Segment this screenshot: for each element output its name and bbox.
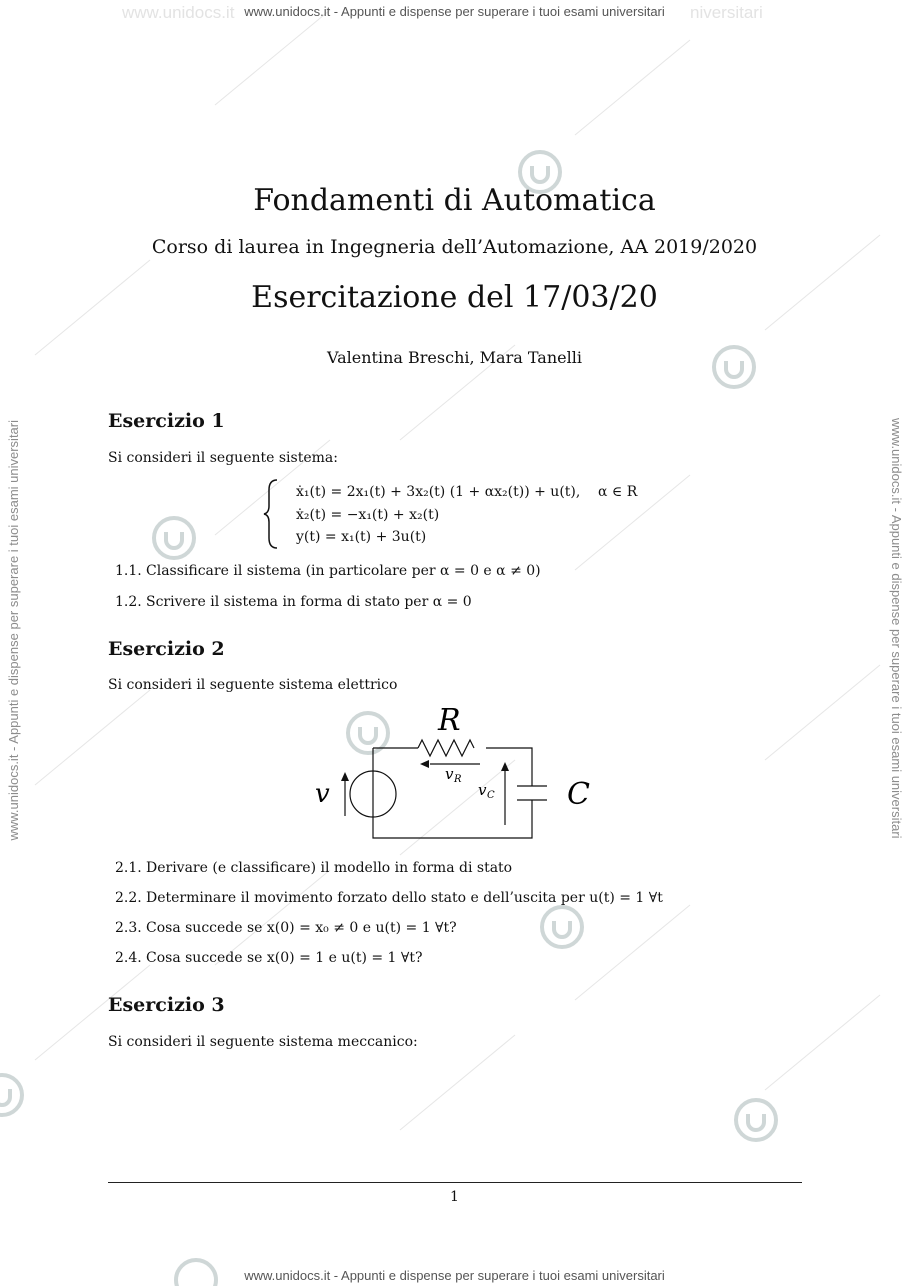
equation-x1-dot: ẋ₁(t) = 2x₁(t) + 3x₂(t) (1 + αx₂(t)) + u(t),: [296, 484, 581, 500]
capacitor-voltage-subscript: C: [487, 790, 495, 801]
item-number: 2.3.: [115, 920, 142, 936]
source-voltage-label: v: [315, 779, 330, 809]
list-item: [115, 563, 541, 579]
equation-x2-dot: ẋ₂(t) = −x₁(t) + x₂(t): [296, 507, 440, 523]
capacitor-label: C: [567, 777, 590, 812]
resistor-voltage-subscript: R: [454, 774, 462, 785]
item-number: 2.4.: [115, 950, 142, 966]
watermark-banner-bottom: www.unidocs.it - Appunti e dispense per superare i tuoi esami universitari: [244, 1268, 665, 1283]
resistor-icon: [418, 740, 474, 756]
item-number: 2.1.: [115, 860, 142, 876]
list-item: [115, 594, 472, 610]
esercizio-2-intro: Si consideri il seguente sistema elettrico: [108, 677, 398, 693]
authors: Valentina Breschi, Mara Tanelli: [327, 348, 582, 367]
item-number: 1.2.: [115, 594, 142, 610]
item-text: Derivare (e classificare) il modello in forma di stato: [146, 860, 513, 876]
rc-circuit-diagram: [310, 700, 610, 845]
course-subtitle: Corso di laurea in Ingegneria dell’Automazione, AA 2019/2020: [151, 236, 758, 258]
watermark-ghost-text: niversitari: [690, 3, 763, 22]
watermark-ghost-text: www.unidocs.it: [122, 3, 235, 22]
section-heading-esercizio-2: Esercizio 2: [108, 638, 225, 660]
item-text: Classificare il sistema (in particolare per α = 0 e α ≠ 0): [146, 563, 541, 579]
item-text: Cosa succede se x(0) = x₀ ≠ 0 e u(t) = 1 ∀t?: [146, 920, 457, 936]
watermark-side-left: www.unidocs.it - Appunti e dispense per superare i tuoi esami universitari: [6, 420, 21, 841]
capacitor-voltage-label: v: [478, 781, 487, 799]
watermark-side-right: www.unidocs.it - Appunti e dispense per superare i tuoi esami universitari: [889, 418, 904, 839]
document-title: Fondamenti di Automatica: [253, 183, 656, 218]
list-item: [115, 890, 663, 906]
section-heading-esercizio-3: Esercizio 3: [108, 994, 225, 1016]
list-item: [115, 950, 423, 966]
esercizio-3-intro: Si consideri il seguente sistema meccanico:: [108, 1034, 418, 1050]
item-text: Cosa succede se x(0) = 1 e u(t) = 1 ∀t?: [146, 950, 423, 966]
list-item: [115, 920, 457, 936]
resistor-label: R: [438, 703, 461, 738]
section-heading-esercizio-1: Esercizio 1: [108, 410, 225, 432]
equation-output-y: y(t) = x₁(t) + 3u(t): [296, 529, 427, 545]
exercise-date-title: Esercitazione del 17/03/20: [251, 280, 658, 315]
watermark-banner-top: www.unidocs.it - Appunti e dispense per superare i tuoi esami universitari: [244, 4, 665, 19]
alpha-domain: α ∈ R: [598, 484, 638, 500]
item-text: Scrivere il sistema in forma di stato per α = 0: [146, 594, 472, 610]
resistor-voltage-label: v: [445, 765, 454, 783]
item-text: Determinare il movimento forzato dello stato e dell’uscita per u(t) = 1 ∀t: [146, 890, 663, 906]
esercizio-1-intro: Si consideri il seguente sistema:: [108, 450, 338, 466]
brace-icon: [262, 478, 282, 550]
page-number: 1: [450, 1189, 459, 1205]
footer-divider: [108, 1182, 802, 1183]
list-item: [115, 860, 512, 876]
item-number: 1.1.: [115, 563, 142, 579]
item-number: 2.2.: [115, 890, 142, 906]
